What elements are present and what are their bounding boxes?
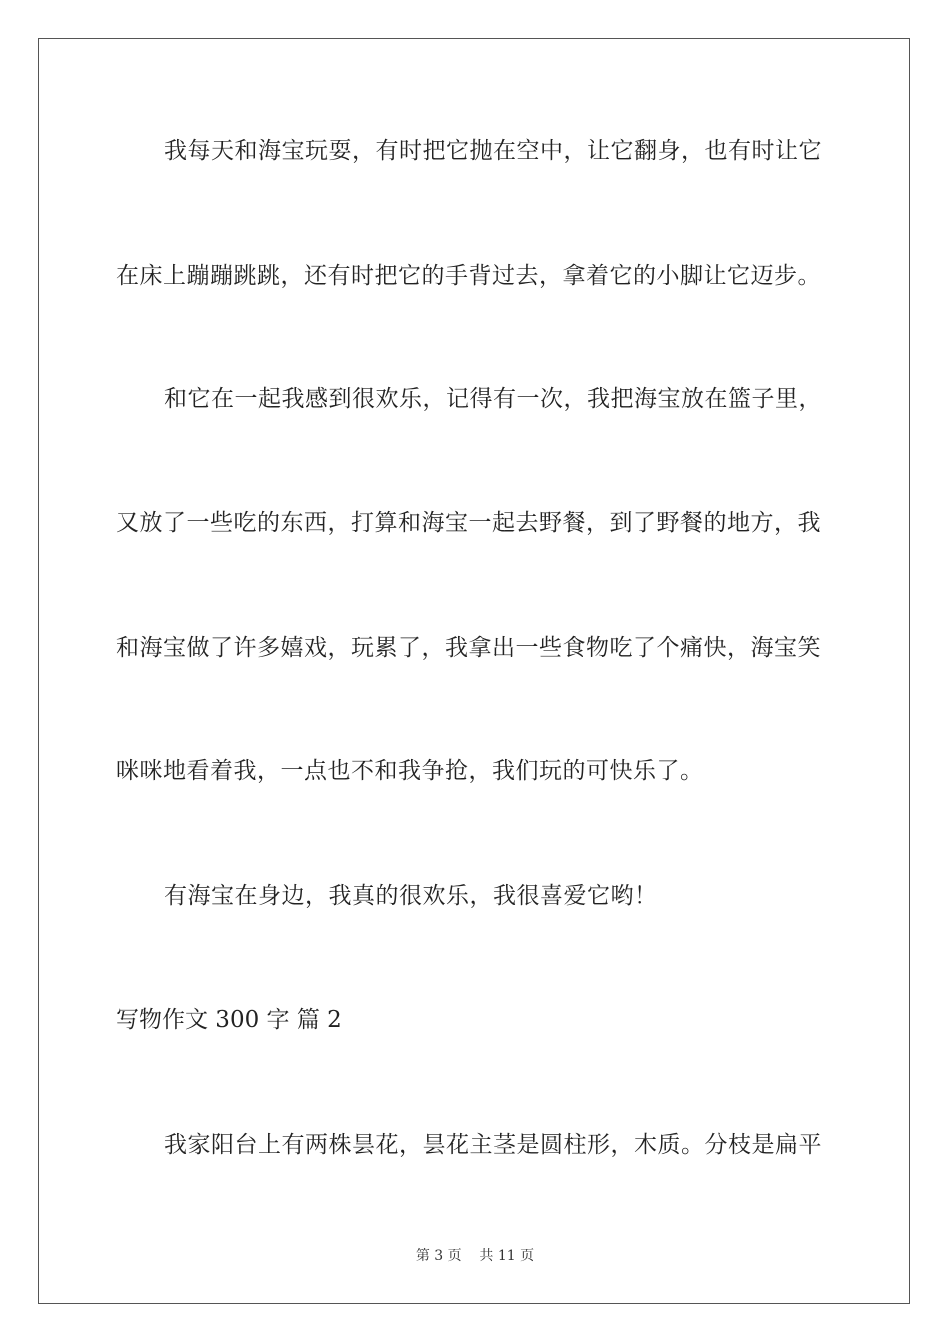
page-border — [38, 38, 910, 1304]
page-number: 第 3 页 共 11 页 — [415, 1248, 535, 1264]
paragraph-line: 在床上蹦蹦跳跳，还有时把它的手背过去，拿着它的小脚让它迈步。 — [116, 263, 821, 289]
paragraph-line: 我家阳台上有两株昙花，昙花主茎是圆柱形，木质。分枝是扁平 — [164, 1132, 822, 1158]
paragraph-line: 又放了一些吃的东西，打算和海宝一起去野餐，到了野餐的地方，我 — [116, 510, 821, 536]
paragraph-line: 和它在一起我感到很欢乐，记得有一次，我把海宝放在篮子里， — [164, 386, 822, 412]
paragraph-line: 有海宝在身边，我真的很欢乐，我很喜爱它哟！ — [164, 883, 658, 909]
paragraph-line: 咪咪地看着我，一点也不和我争抢，我们玩的可快乐了。 — [116, 758, 704, 784]
section-heading: 写物作文 300 字 篇 2 — [116, 1007, 342, 1033]
paragraph-line: 和海宝做了许多嬉戏，玩累了，我拿出一些食物吃了个痛快，海宝笑 — [116, 635, 821, 661]
paragraph-line: 我每天和海宝玩耍，有时把它抛在空中，让它翻身，也有时让它 — [164, 138, 822, 164]
